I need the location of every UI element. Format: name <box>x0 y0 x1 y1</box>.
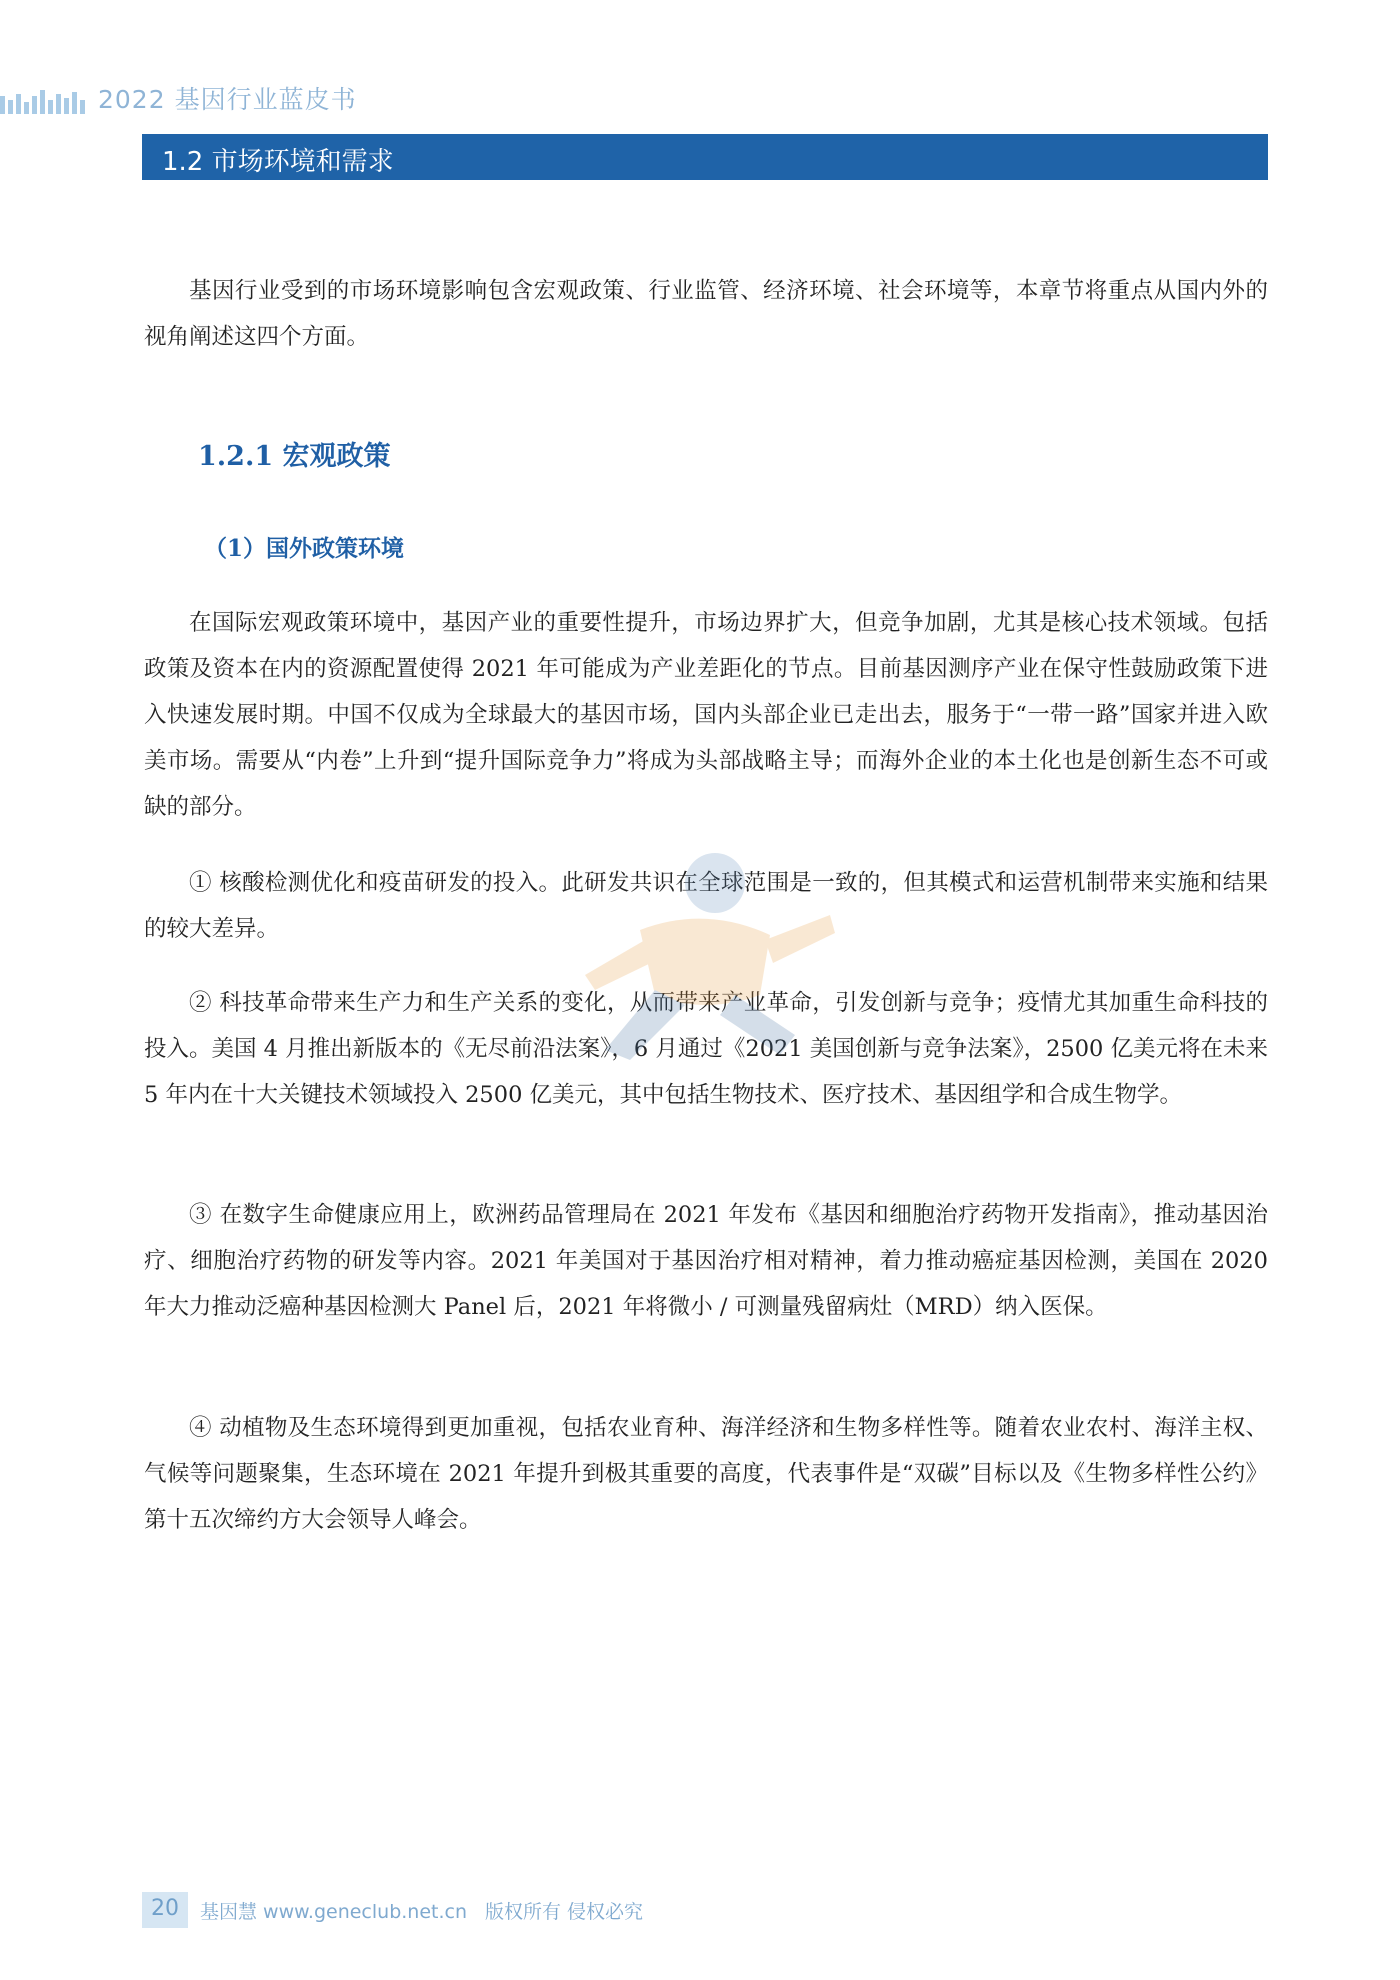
footer-text <box>200 1897 643 1924</box>
subsection-heading: 1.2.1 宏观政策 <box>198 441 391 472</box>
body-paragraph-item-1: ① 核酸检测优化和疫苗研发的投入。此研发共识在全球范围是一致的，但其模式和运营机制带来实施和结果的较大差异。 <box>144 870 1268 942</box>
subsection-subheading: （1）国外政策环境 <box>204 535 405 562</box>
running-header-title: 2022 基因行业蓝皮书 <box>98 85 357 114</box>
section-title: 1.2 市场环境和需求 <box>162 147 394 177</box>
body-paragraph-item-3: ③ 在数字生命健康应用上，欧洲药品管理局在 2021 年发布《基因和细胞治疗药物开发指南》，推动基因治疗、细胞治疗药物的研发等内容。2021 年美国对于基因治疗相对精神，着力推动癌症基因检测，美国在 2020 年大力推动泛癌种基因检测大 Panel 后，2021 年将微小 / 可测量残留病灶（MRD）纳入医保。 <box>144 1202 1268 1320</box>
body-paragraph-item-2: ② 科技革命带来生产力和生产关系的变化，从而带来产业革命，引发创新与竞争；疫情尤其加重生命科技的投入。美国 4 月推出新版本的《无尽前沿法案》，6 月通过《2021 美国创新与竞争法案》，2500 亿美元将在未来 5 年内在十大关键技术领域投入 2500 亿美元，其中包括生物技术、医疗技术、基因组学和合成生物学。 <box>144 990 1268 1108</box>
footer-page-box <box>142 1892 188 1928</box>
body-paragraph-item-4: ④ 动植物及生态环境得到更加重视，包括农业育种、海洋经济和生物多样性等。随着农业农村、海洋主权、气候等问题聚集，生态环境在 2021 年提升到极其重要的高度，代表事件是“双碳”目标以及《生物多样性公约》第十五次缔约方大会领导人峰会。 <box>144 1415 1268 1533</box>
section-title-bar <box>142 134 1268 180</box>
intro-paragraph: 基因行业受到的市场环境影响包含宏观政策、行业监管、经济环境、社会环境等，本章节将重点从国内外的视角阐述这四个方面。 <box>144 278 1268 350</box>
body-paragraph: 在国际宏观政策环境中，基因产业的重要性提升，市场边界扩大，但竞争加剧，尤其是核心技术领域。包括政策及资本在内的资源配置使得 2021 年可能成为产业差距化的节点。目前基因测序产业在保守性鼓励政策下进入快速发展时期。中国不仅成为全球最大的基因市场，国内头部企业已走出去，服务于“一带一路”国家并进入欧美市场。需要从“内卷”上升到“提升国际竞争力”将成为头部战略主导；而海外企业的本土化也是创新生态不可或缺的部分。 <box>144 610 1268 820</box>
page-number: 20 <box>151 1896 179 1921</box>
footer-copyright: 版权所有 侵权必究 <box>485 1901 644 1923</box>
footer-brand: 基因慧 www.geneclub.net.cn <box>200 1901 468 1923</box>
header-bars-decoration <box>0 82 86 114</box>
